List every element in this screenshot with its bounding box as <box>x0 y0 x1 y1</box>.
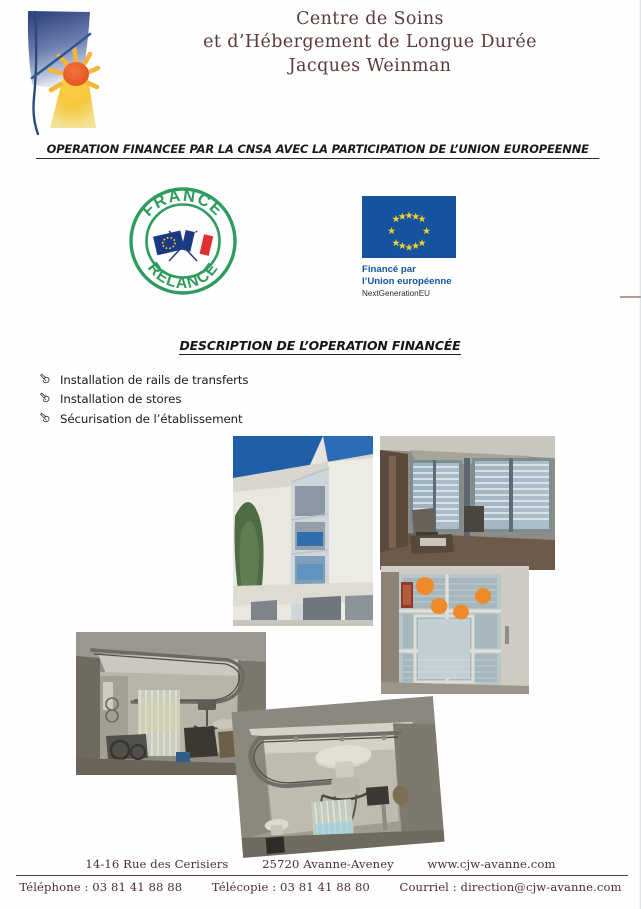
france-relance-logo <box>125 183 241 299</box>
footer-email[interactable]: Courriel : direction@cjw-avanne.com <box>399 880 622 894</box>
eu-funding-caption <box>362 264 466 287</box>
org-title-line-1: Centre de Soins <box>296 9 444 29</box>
footer-phone: Téléphone : 03 81 41 88 88 <box>19 880 183 894</box>
description-heading <box>150 338 490 353</box>
pencil-hand-bullet-icon <box>40 411 51 424</box>
operation-items-list <box>40 371 460 429</box>
list-item <box>40 390 460 409</box>
list-item-label: Sécurisation de l’établissement <box>60 411 243 426</box>
org-title-line-2: et d’Hébergement de Longue Durée <box>203 32 537 53</box>
pencil-hand-bullet-icon <box>40 391 51 404</box>
eu-programme-label: NextGenerationEU <box>362 289 430 299</box>
scan-artifact-line <box>620 296 641 298</box>
footer-fax: Télécopie : 03 81 41 88 80 <box>211 880 370 894</box>
day-room-blinds-photo <box>380 436 555 570</box>
svg-text:RELANCE: RELANCE <box>143 259 223 293</box>
footer-city: 25720 Avanne-Aveney <box>262 857 394 871</box>
list-item <box>40 410 460 429</box>
list-item <box>40 371 460 390</box>
footer-contact-line <box>0 880 641 894</box>
list-item-label: Installation de stores <box>60 392 182 407</box>
footer-divider <box>16 875 628 876</box>
svg-text:FRANCE: FRANCE <box>138 186 228 221</box>
sun-over-blue-banner-logo <box>18 6 114 139</box>
building-facade-photo <box>233 436 373 626</box>
org-title-line-3: Jacques Weinman <box>288 55 452 76</box>
footer-website[interactable]: www.cjw-avanne.com <box>427 857 556 871</box>
eu-funding-block <box>362 196 466 298</box>
footer-street: 14-16 Rue des Cerisiers <box>85 857 229 871</box>
footer-address-line <box>0 857 641 871</box>
funding-banner: OPERATION FINANCEE PAR LA CNSA AVEC LA PARTICIPATION DE L’UNION EUROPEENNE <box>36 142 599 159</box>
eu-caption-line-2: l’Union européenne <box>362 275 452 287</box>
ceiling-hoist-photo <box>231 696 444 858</box>
glazed-partition-photo <box>381 566 529 694</box>
eu-flag-icon <box>362 196 456 258</box>
page-title <box>150 8 590 78</box>
eu-caption-line-1: Financé par <box>362 264 416 275</box>
pencil-hand-bullet-icon <box>40 372 51 385</box>
list-item-label: Installation de rails de transferts <box>60 373 249 387</box>
description-heading-text: DESCRIPTION DE L’OPERATION FINANCÉE <box>179 338 461 353</box>
